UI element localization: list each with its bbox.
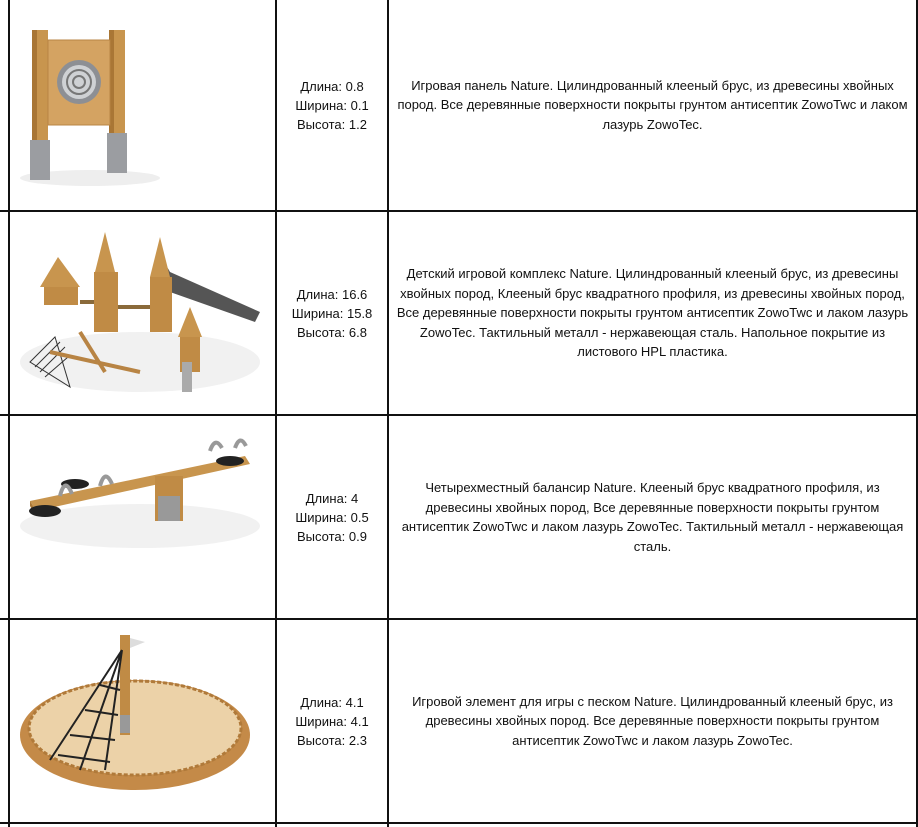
height-value: Высота: 1.2	[297, 116, 367, 132]
height-value: Высота: 6.8	[297, 324, 367, 340]
width-value: Ширина: 0.1	[295, 97, 369, 113]
height-value: Высота: 2.3	[297, 732, 367, 748]
description-cell	[389, 0, 916, 210]
description-cell	[389, 620, 916, 822]
length-value: Длина: 4	[305, 490, 359, 506]
description-text: Детский игровой комплекс Nature. Цилиндрованный клееный брус, из древесины хвойных пород, Клееный брус квадратного профиля, из древесины хвойных пород, Все деревянные поверхности покрыты грунтом антисептик ZowoTwc и лаком лазурь ZowoTec. Тактильный металл - нержавеющая сталь. Напольное покрытие из листового HPL пластика.	[396, 266, 909, 360]
length-value: Длина: 16.6	[296, 286, 368, 302]
product-image-sandbox	[10, 620, 274, 822]
description-text: Четырехместный балансир Nature. Клееный брус квадратного профиля, из древесины хвойных пород, Все деревянные поверхности покрыты грунтом антисептик ZowoTwc и лаком лазурь ZowoTec. Тактильный металл - нержавеющая сталь.	[401, 480, 904, 554]
dimensions-cell	[277, 212, 387, 414]
width-value: Ширина: 4.1	[295, 713, 369, 729]
length-value: Длина: 0.8	[300, 78, 364, 94]
width-value: Ширина: 0.5	[295, 509, 369, 525]
product-image-play-panel	[10, 0, 274, 210]
description-text: Игровая панель Nature. Цилиндрованный клееный брус, из древесины хвойных пород. Все деревянные поверхности покрыты грунтом антисептик ZowoTwc и лаком лазурь ZowoTec.	[397, 77, 908, 132]
description-text: Игровой элемент для игры с песком Nature. Цилиндрованный клееный брус, из древесины хвойных пород. Все деревянные поверхности покрыты грунтом антисептик ZowoTwc и лаком лазурь ZowoTec.	[412, 693, 893, 748]
dimensions-cell	[277, 416, 387, 618]
description-cell	[389, 212, 916, 414]
height-value: Высота: 0.9	[297, 528, 367, 544]
row-divider	[0, 822, 918, 824]
product-image-play-complex	[10, 212, 274, 414]
dimensions-cell	[277, 0, 387, 210]
length-value: Длина: 4.1	[300, 694, 364, 710]
description-cell	[389, 416, 916, 618]
width-value: Ширина: 15.8	[291, 305, 373, 321]
product-image-seesaw	[10, 416, 274, 618]
dimensions-cell	[277, 620, 387, 822]
